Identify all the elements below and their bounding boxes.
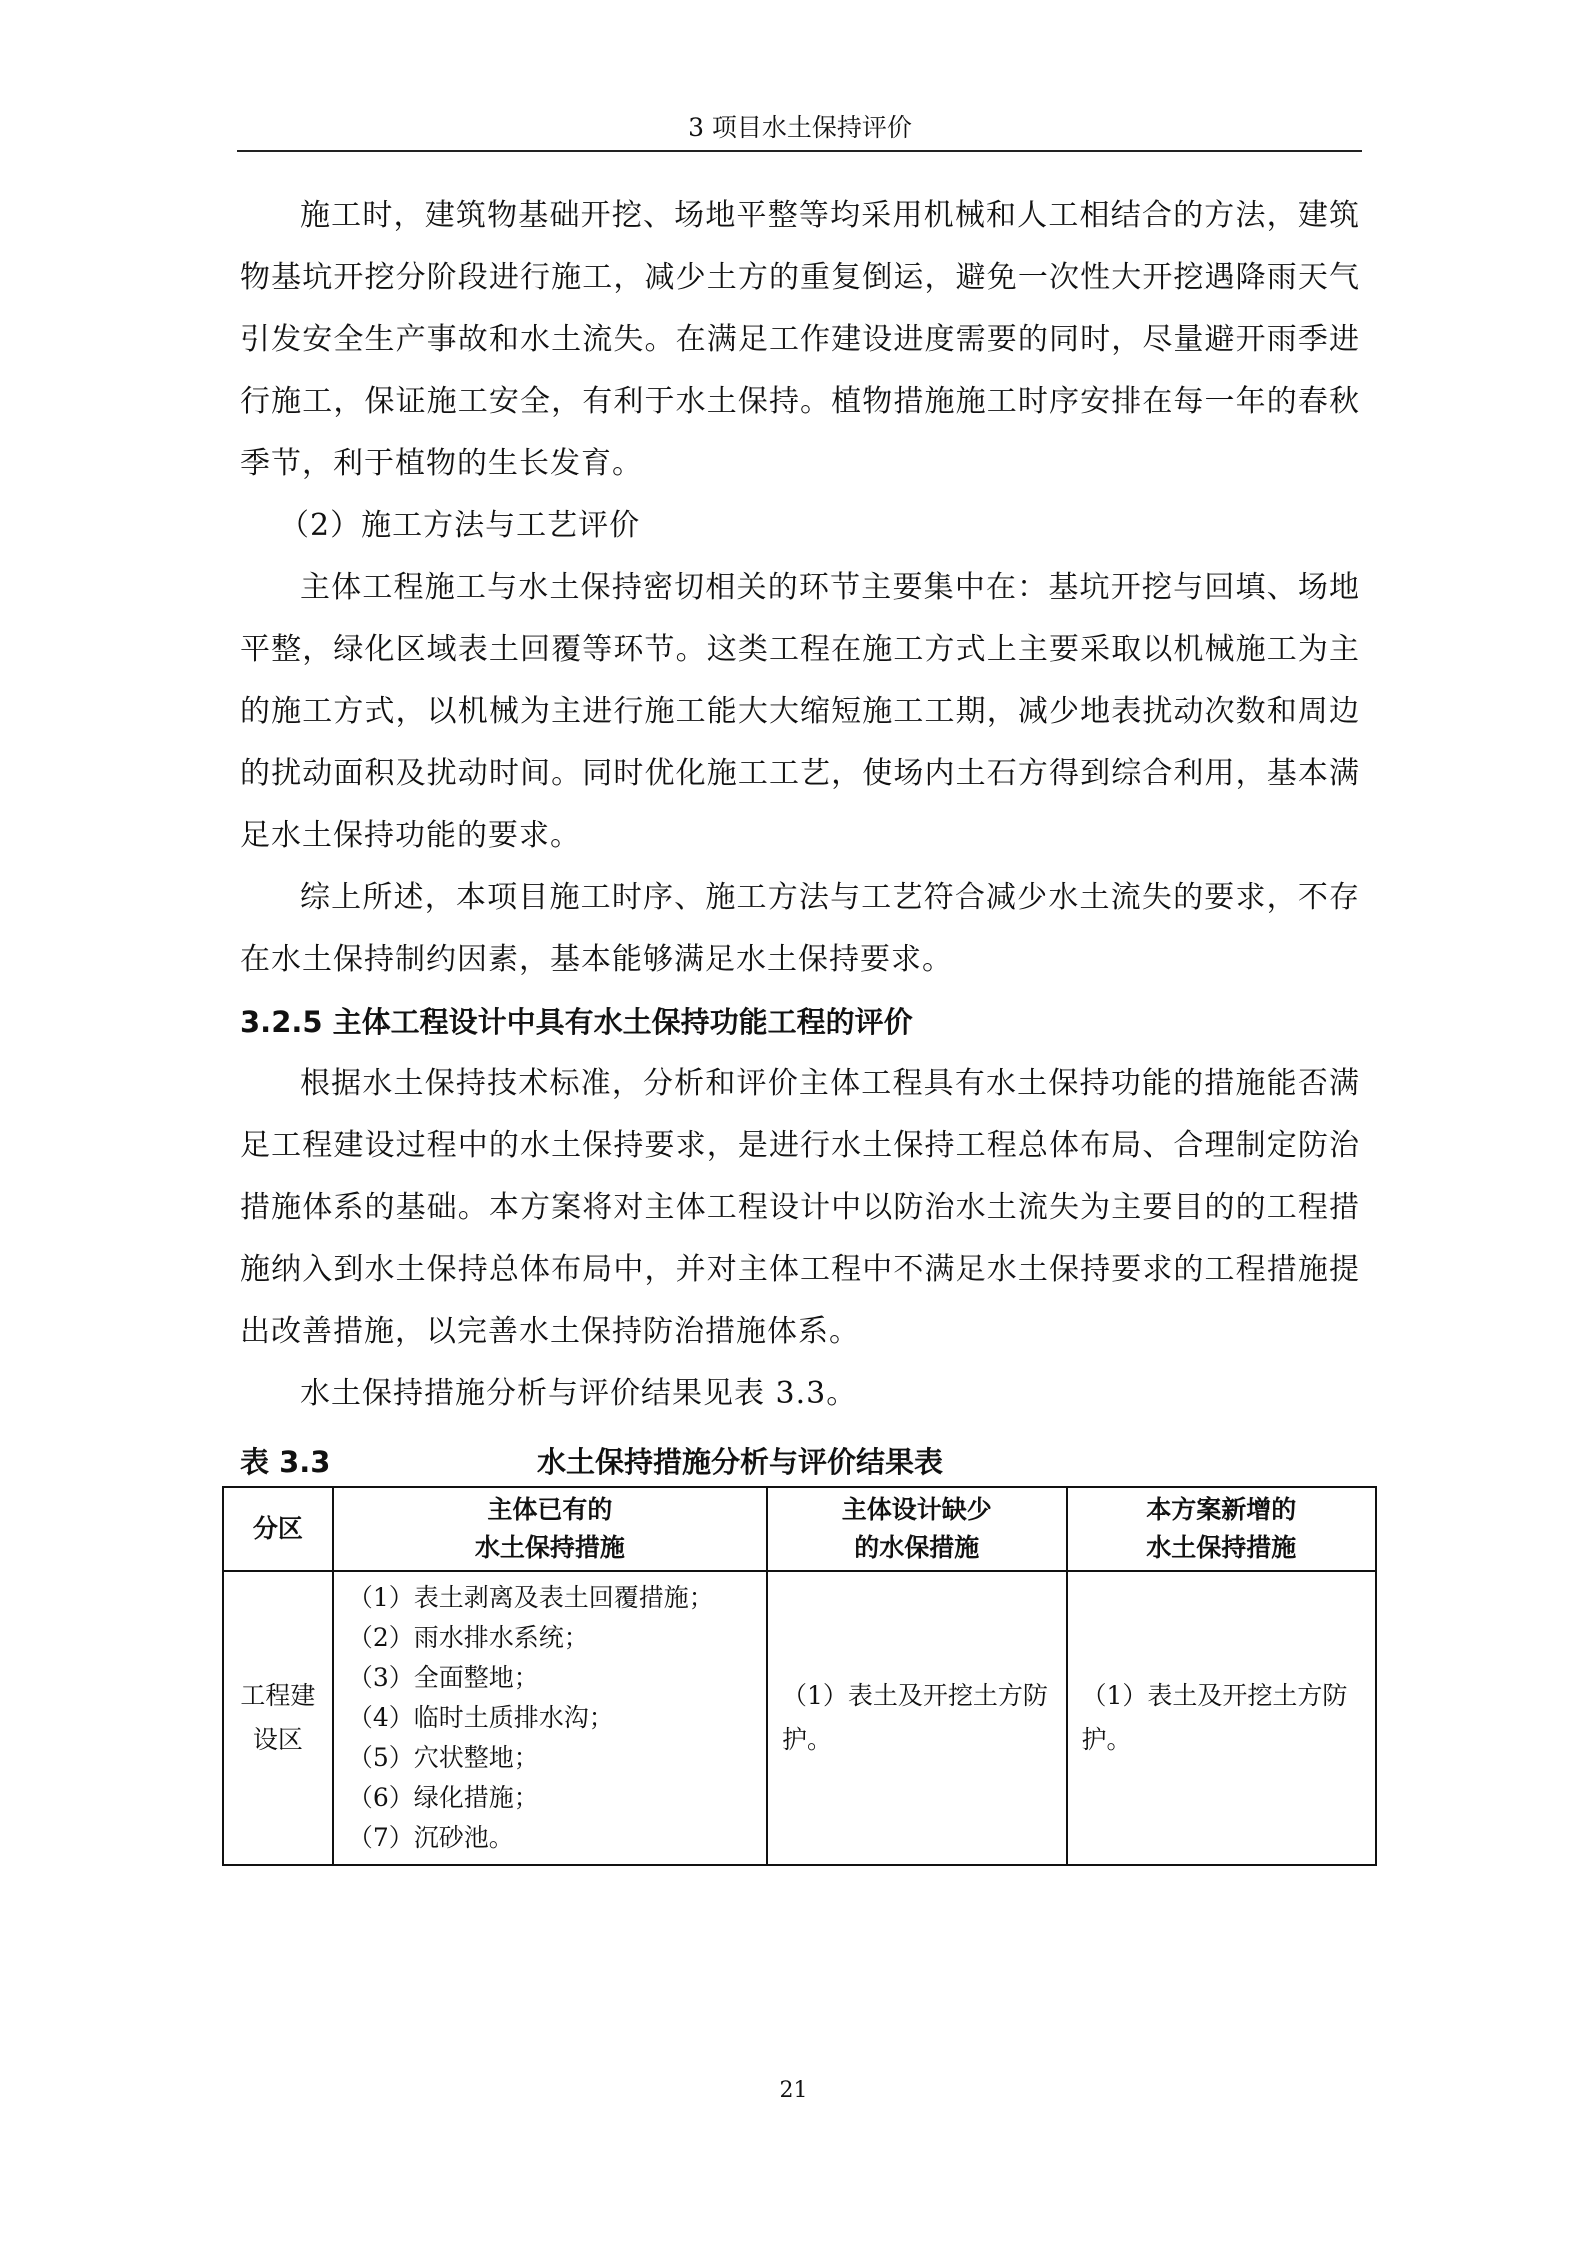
cell-existing-measures (333, 1571, 767, 1865)
table-row (223, 1571, 1376, 1865)
header-missing-line2: 的水保措施 (854, 1533, 980, 1562)
header-existing-line2: 水土保持措施 (474, 1533, 625, 1562)
existing-measure-item: （7）沉砂池。 (347, 1823, 514, 1852)
cell-area (223, 1571, 333, 1865)
header-added-line1: 本方案新增的 (1146, 1495, 1297, 1524)
existing-measure-item: （2）雨水排水系统； (347, 1623, 589, 1652)
cell-added-measures: （1）表土及开挖土方防护。 (1067, 1571, 1377, 1865)
existing-measure-item: （3）全面整地； (347, 1663, 539, 1692)
table-number: 表 3.3 (240, 1445, 331, 1479)
header-added-line2: 水土保持措施 (1146, 1533, 1297, 1562)
table-caption (240, 1440, 1360, 1480)
section-heading-3-2-5: 3.2.5 主体工程设计中具有水土保持功能工程的评价 (240, 1005, 913, 1039)
table-header-row (223, 1487, 1376, 1571)
header-rule (237, 150, 1362, 152)
body-text (240, 185, 1360, 1425)
paragraph-construction-sequence: 施工时，建筑物基础开挖、场地平整等均采用机械和人工相结合的方法，建筑物基坑开挖分阶段进行施工，减少土方的重复倒运，避免一次性大开挖遇降雨天气引发安全生产事故和水土流失。在满足工作建设进度需要的同时，尽量避开雨季进行施工，保证施工安全，有利于水土保持。植物措施施工时序安排在每一年的春秋季节，利于植物的生长发育。 (240, 198, 1360, 481)
header-missing-line1: 主体设计缺少 (841, 1495, 992, 1524)
cell-missing-measures: （1）表土及开挖土方防护。 (767, 1571, 1066, 1865)
subheading-construction-method: （2）施工方法与工艺评价 (279, 508, 641, 543)
existing-measure-item: （4）临时土质排水沟； (347, 1703, 614, 1732)
existing-measure-item: （6）绿化措施； (347, 1783, 539, 1812)
area-line1: 工程建 (240, 1681, 316, 1710)
paragraph-table-reference: 水土保持措施分析与评价结果见表 3.3。 (300, 1376, 858, 1411)
header-missing (767, 1487, 1066, 1571)
header-area: 分区 (223, 1487, 333, 1571)
table-title: 水土保持措施分析与评价结果表 (536, 1445, 943, 1479)
page-number: 21 (779, 2078, 808, 2103)
paragraph-construction-method: 主体工程施工与水土保持密切相关的环节主要集中在：基坑开挖与回填、场地平整，绿化区域表土回覆等环节。这类工程在施工方式上主要采取以机械施工为主的施工方式，以机械为主进行施工能大大缩短施工工期，减少地表扰动次数和周边的扰动面积及扰动时间。同时优化施工工艺，使场内土石方得到综合利用，基本满足水土保持功能的要求。 (240, 570, 1360, 853)
existing-measure-item: （1）表土剥离及表土回覆措施； (347, 1583, 714, 1612)
evaluation-table (222, 1486, 1377, 1866)
header-added (1067, 1487, 1377, 1571)
paragraph-evaluation-basis: 根据水土保持技术标准，分析和评价主体工程具有水土保持功能的措施能否满足工程建设过程中的水土保持要求，是进行水土保持工程总体布局、合理制定防治措施体系的基础。本方案将对主体工程设计中以防治水土流失为主要目的的工程措施纳入到水土保持总体布局中，并对主体工程中不满足水土保持要求的工程措施提出改善措施，以完善水土保持防治措施体系。 (240, 1066, 1360, 1349)
header-existing (333, 1487, 767, 1571)
area-line2: 设区 (252, 1725, 303, 1754)
running-header: 3 项目水土保持评价 (688, 113, 912, 142)
existing-measure-item: （5）穴状整地； (347, 1743, 539, 1772)
paragraph-summary: 综上所述，本项目施工时序、施工方法与工艺符合减少水土流失的要求，不存在水土保持制约因素，基本能够满足水土保持要求。 (240, 880, 1360, 977)
header-existing-line1: 主体已有的 (487, 1495, 613, 1524)
